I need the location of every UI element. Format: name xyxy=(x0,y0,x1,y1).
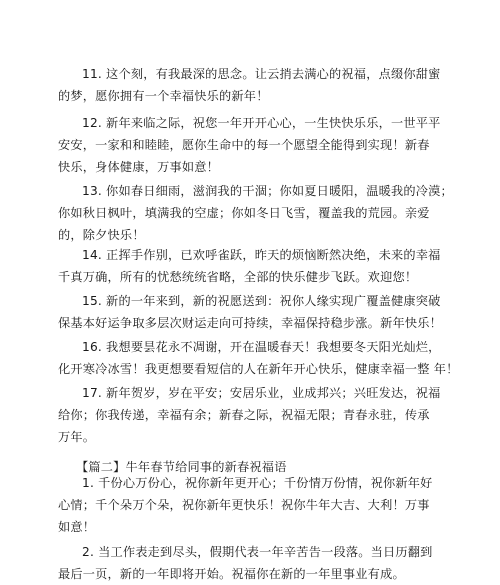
paragraph-line: 的梦，愿你拥有一个幸福快乐的新年！ xyxy=(58,89,269,103)
section-paragraph-1 xyxy=(58,472,433,538)
paragraph-line: 12. 新年来临之际，祝您一年开开心心，一生快快乐乐，一世平平 xyxy=(82,116,441,130)
paragraph-line: 15. 新的一年来到，新的祝愿送到：祝你人缘实现广覆盖健康突破 xyxy=(82,294,441,308)
paragraph-line: 给你；你我传递，幸福有余；新春之际，祝福无限；青春永驻，传承 xyxy=(58,408,430,422)
section-paragraph-2 xyxy=(58,541,433,585)
paragraph-line: 千真万确，所有的忧愁统统省略，全部的快乐健步飞跃。欢迎您！ xyxy=(58,270,418,284)
paragraph-12 xyxy=(58,112,441,178)
paragraph-line: 2. 当工作表走到尽头，假期代表一年辛苦告一段落。当日历翻到 xyxy=(82,545,433,559)
paragraph-line: 最后一页，新的一年即将开始。祝福你在新的一年里事业有成。 xyxy=(58,567,405,581)
paragraph-line: 16. 我想要昙花永不凋谢，开在温暖春天！我想要冬天阳光灿烂， xyxy=(82,340,441,354)
paragraph-line: 13. 你如春日细雨，滋润我的干涸；你如夏日暖阳，温暖我的冷漠； xyxy=(82,184,453,198)
paragraph-17 xyxy=(58,382,441,448)
paragraph-13 xyxy=(58,180,453,246)
paragraph-line: 保基本好运争取多层次财运走向可持续，幸福保持稳步涨。新年快乐！ xyxy=(58,316,443,330)
paragraph-line: 1. 千份心万份心，祝你新年更开心；千份情万份情，祝你新年好 xyxy=(82,476,433,490)
section-heading: 【篇二】牛年春节给同事的新春祝福语 xyxy=(76,460,287,474)
paragraph-14 xyxy=(58,244,441,288)
paragraph-line: 如意！ xyxy=(58,520,96,534)
paragraph-16 xyxy=(58,336,459,380)
paragraph-line: 你如秋日枫叶，填满我的空虚；你如冬日飞雪，覆盖我的荒园。亲爱 xyxy=(58,206,430,220)
paragraph-line: 的，除夕快乐！ xyxy=(58,228,145,242)
paragraph-15 xyxy=(58,290,443,334)
paragraph-11 xyxy=(58,63,441,107)
paragraph-line: 化开寒冷冰雪！我更想要看短信的人在新年开心快乐，健康幸福一整 年！ xyxy=(58,362,459,376)
paragraph-line: 心情；千个朵万个朵，祝你新年更快乐！祝你牛年大吉、大利！万事 xyxy=(58,498,430,512)
paragraph-line: 17. 新年贺岁，岁在平安；安居乐业，业成邦兴；兴旺发达，祝福 xyxy=(82,386,441,400)
paragraph-line: 万年。 xyxy=(58,430,96,444)
paragraph-line: 11. 这个刻，有我最深的思念。让云捎去满心的祝福，点缀你甜蜜 xyxy=(82,67,441,81)
paragraph-line: 14. 正挥手作别，已欢呼雀跃，昨天的烦恼断然决绝，未来的幸福 xyxy=(82,248,441,262)
paragraph-line: 安安，一家和和睦睦，愿你生命中的每一个愿望全能得到实现！新春 xyxy=(58,138,430,152)
paragraph-line: 快乐，身体健康，万事如意！ xyxy=(58,160,220,174)
